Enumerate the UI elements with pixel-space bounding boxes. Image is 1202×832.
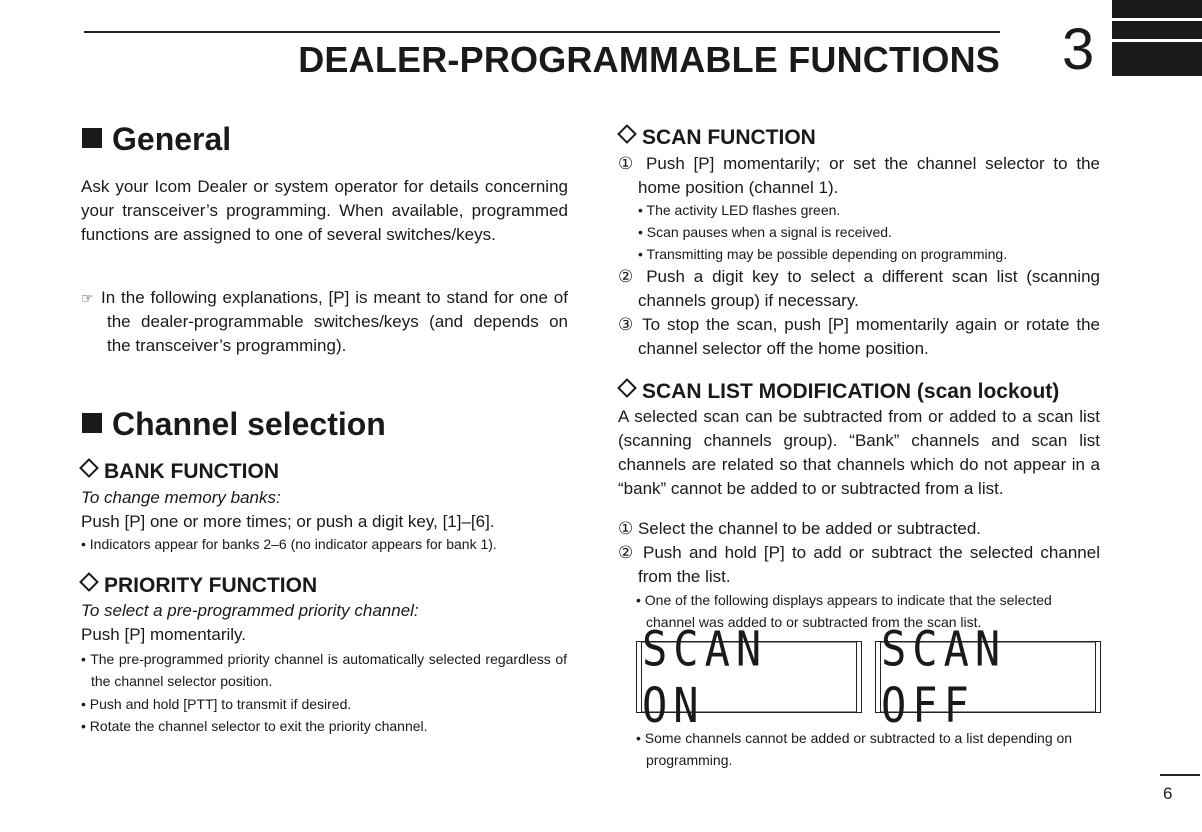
chapter-tab-bar-2 [1112,21,1202,39]
general-heading: General [82,120,231,158]
chapter-number: 3 [1062,17,1095,82]
page-number-rule [1160,774,1200,776]
priority-bullet-3: • Rotate the channel selector to exit the priority channel. [81,718,428,734]
priority-subtitle: To select a pre-programmed priority channel: [81,601,419,620]
lcd-display-scan-on [636,620,862,734]
scan-step-3: ③ To stop the scan, push [P] momentarily again or rotate the channel selector off the home position. [618,315,1100,358]
scan-list-heading: SCAN LIST MODIFICATION (scan lockout) [616,379,1059,405]
scan-list-paragraph: A selected scan can be subtracted from or added to a scan list (scanning channels group). “Bank” channels and scan list channels are related so that channels which do not appear in a “bank” cannot be added to or subtracted from a list. [618,407,1100,498]
page-number: 6 [1163,784,1173,803]
bank-bullet: • Indicators appear for banks 2–6 (no indicator appears for bank 1). [81,536,497,552]
bank-text: Push [P] one or more times; or push a digit key, [1]–[6]. [81,512,495,531]
bank-subtitle: To change memory banks: [81,488,281,507]
general-note: ☞ In the following explanations, [P] is meant to stand for one of the dealer-programmable switches/keys (and depends on the transceiver’s programming). [81,288,568,355]
priority-bullet-1: • The pre-programmed priority channel is automatically selected regardless of the channel selector position. [81,651,567,689]
priority-text: Push [P] momentarily. [81,625,247,644]
scan-function-heading: SCAN FUNCTION [616,125,816,151]
square-bullet-icon [82,413,102,433]
diamond-icon [617,124,637,144]
bank-function-heading: BANK FUNCTION [78,459,279,485]
priority-function-heading: PRIORITY FUNCTION [78,573,317,599]
general-paragraph: Ask your Icom Dealer or system operator for details concerning your transceiver’s programming. When available, programmed functions are assigned to one of several switches/keys. [81,177,568,244]
scan-bullet-3: • Transmitting may be possible depending on programming. [638,246,1008,262]
lcd-text-scan-off: SCAN OFF [880,641,1096,712]
page-title: DEALER-PROGRAMMABLE FUNCTIONS [298,39,1000,80]
scan-list-bullet-2: • Some channels cannot be added or subtracted to a list depending on programming. [636,730,1073,768]
channel-selection-heading: Channel selection [82,405,386,443]
scan-step-2: ② Push a digit key to select a different scan list (scanning channels group) if necessary. [618,267,1100,310]
priority-bullet-2: • Push and hold [PTT] to transmit if desired. [81,696,352,712]
diamond-icon [617,378,637,398]
diamond-icon [79,458,99,478]
diamond-icon [79,572,99,592]
pointing-hand-icon: ☞ [81,290,94,306]
square-bullet-icon [82,128,102,148]
scan-bullet-1: • The activity LED flashes green. [638,202,841,218]
header-rule [84,31,1000,33]
lcd-display-scan-off [875,620,1101,734]
scan-bullet-2: • Scan pauses when a signal is received. [638,224,892,240]
chapter-tab-bar-1 [1112,0,1202,18]
scan-list-step-2: ② Push and hold [P] to add or subtract the selected channel from the list. [618,543,1100,586]
scan-list-step-1: ① Select the channel to be added or subtracted. [618,519,982,538]
scan-list-bullet-1: • One of the following displays appears to indicate that the selected channel was added to or subtracted from the scan list. [636,592,1052,630]
scan-step-1: ① Push [P] momentarily; or set the channel selector to the home position (channel 1). [618,154,1100,197]
chapter-tab-bar-3 [1112,42,1202,76]
lcd-text-scan-on: SCAN ON [641,641,857,712]
